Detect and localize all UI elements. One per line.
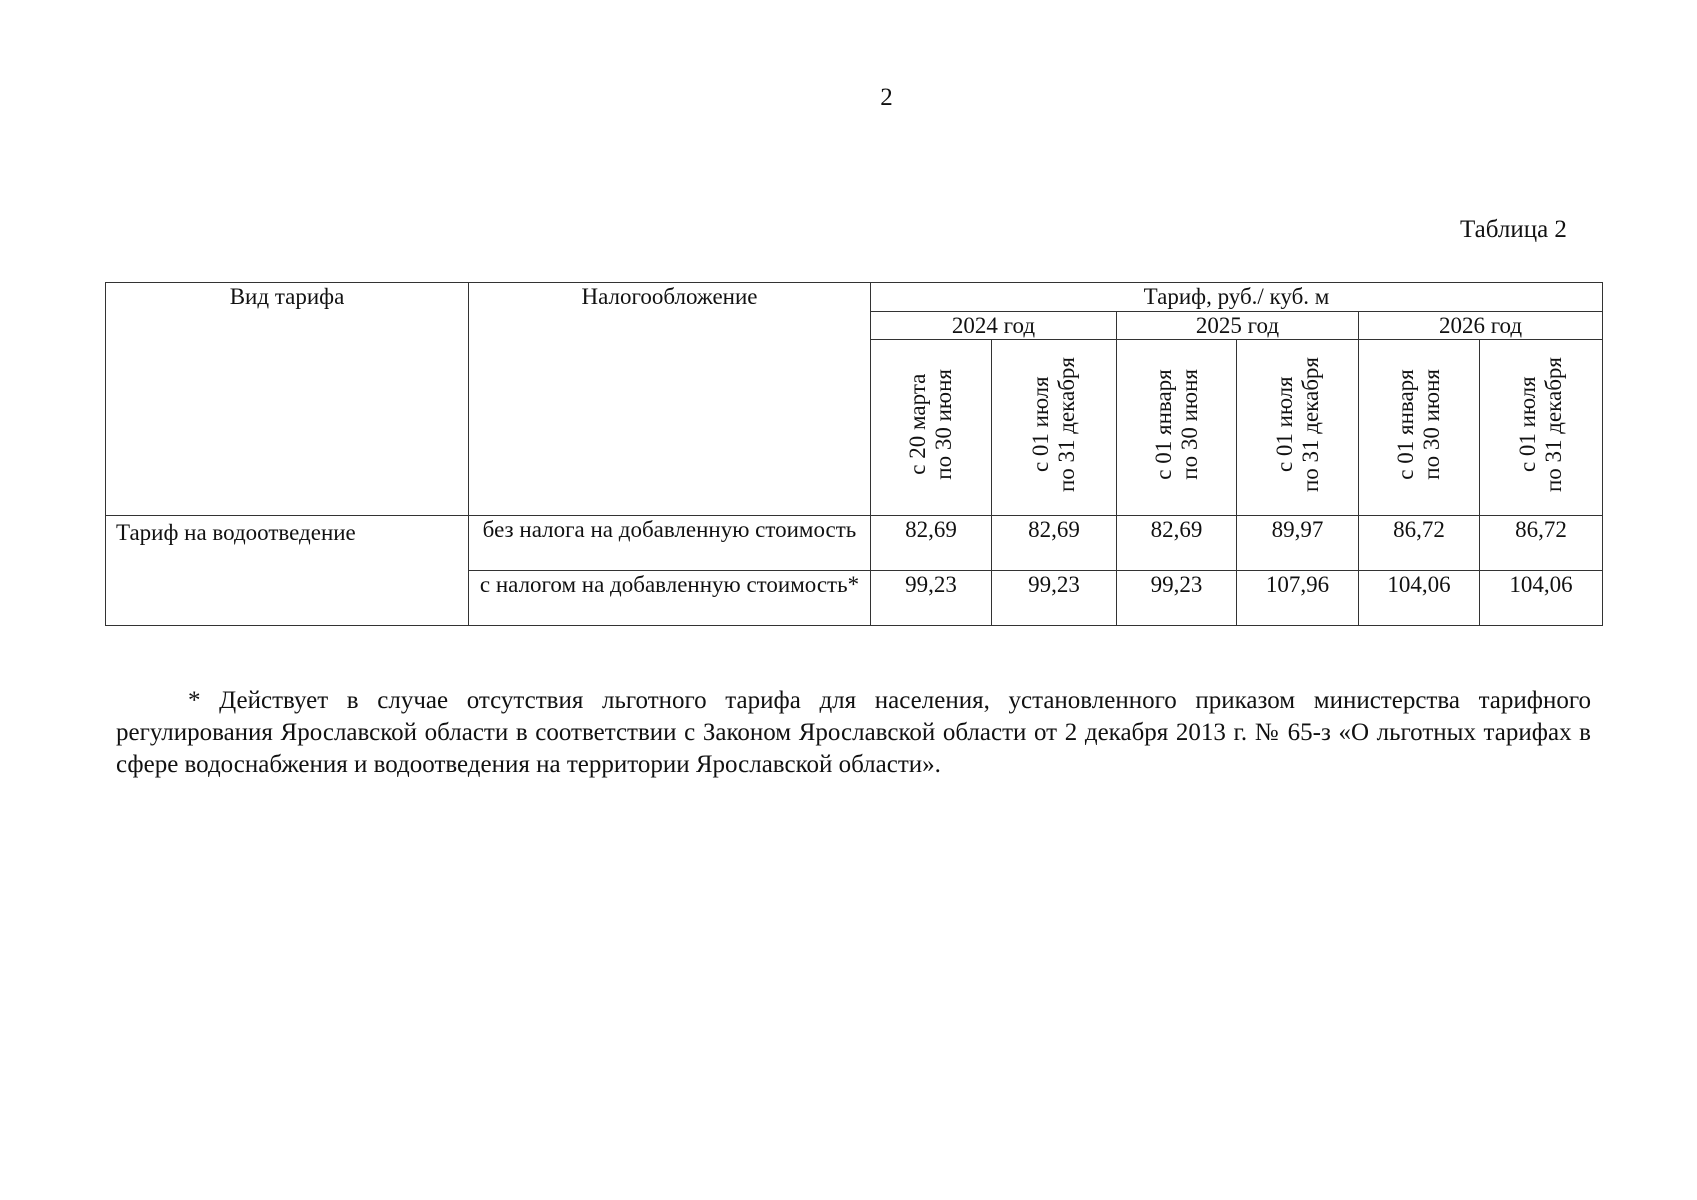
header-period-4: с 01 июля по 31 декабря — [1237, 340, 1359, 516]
value-cell: 86,72 — [1480, 516, 1603, 571]
value-cell: 82,69 — [1117, 516, 1237, 571]
value-cell: 99,23 — [992, 571, 1117, 626]
value-cell: 99,23 — [1117, 571, 1237, 626]
header-year-2026: 2026 год — [1359, 312, 1603, 340]
footnote: * Действует в случае отсутствия льготного тарифа для населения, установленного приказом министерства тарифного регулирования Ярославской области в соответствии с Законом Ярославской области от 2 декабря 2013 г. № 65-з «О льготных тарифах в сфере водоснабжения и водоотведения на территории Ярославской области». — [116, 687, 1591, 778]
value-cell: 86,72 — [1359, 516, 1480, 571]
value-cell: 99,23 — [871, 571, 992, 626]
value-cell: 82,69 — [992, 516, 1117, 571]
header-period-5: с 01 января по 30 июня — [1359, 340, 1480, 516]
value-cell: 89,97 — [1237, 516, 1359, 571]
page-number: 2 — [880, 84, 893, 111]
value-cell: 104,06 — [1480, 571, 1603, 626]
header-period-2: с 01 июля по 31 декабря — [992, 340, 1117, 516]
header-tariff-type: Вид тарифа — [106, 283, 469, 516]
header-year-2025: 2025 год — [1117, 312, 1359, 340]
header-year-2024: 2024 год — [871, 312, 1117, 340]
header-period-1: с 20 марта по 30 июня — [871, 340, 992, 516]
header-tariff-group: Тариф, руб./ куб. м — [871, 283, 1603, 312]
value-cell: 82,69 — [871, 516, 992, 571]
value-cell: 107,96 — [1237, 571, 1359, 626]
tariff-table — [105, 282, 1603, 626]
tariff-name-cell: Тариф на водоотведение — [106, 516, 469, 626]
table-caption: Таблица 2 — [1460, 216, 1567, 243]
taxation-cell: без налога на добавленную стоимость — [469, 516, 871, 571]
table-row — [106, 516, 1603, 571]
value-cell: 104,06 — [1359, 571, 1480, 626]
header-period-3: с 01 января по 30 июня — [1117, 340, 1237, 516]
header-period-6: с 01 июля по 31 декабря — [1480, 340, 1603, 516]
header-taxation: Налогообложение — [469, 283, 871, 516]
taxation-cell: с налогом на добавленную стоимость* — [469, 571, 871, 626]
